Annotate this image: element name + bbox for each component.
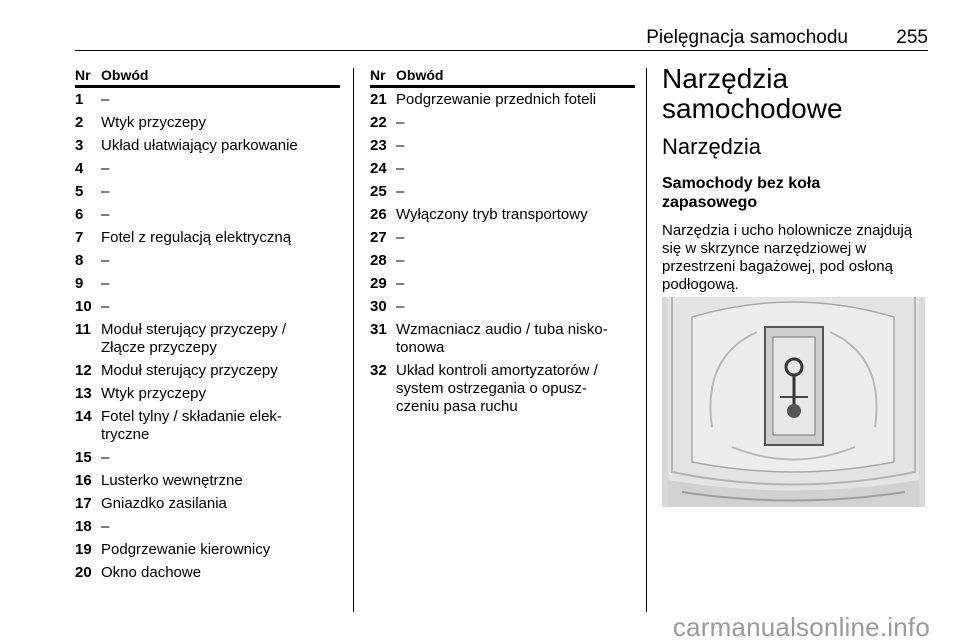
row-circuit-line: Moduł sterujący przyczepy / [101,321,287,338]
table-row [75,362,340,380]
row-circuit [396,91,635,109]
row-circuit-line: – [396,137,405,154]
table-row [75,183,340,201]
row-circuit-line: – [101,252,110,269]
table-row [370,298,635,316]
row-circuit [101,252,340,270]
table-row [370,321,635,357]
row-circuit [101,321,340,357]
column-divider-1 [353,68,354,612]
fuse-table-left [75,65,340,587]
row-number: 9 [75,275,84,292]
paragraph-line: się w skrzynce narzędziowej w [662,240,867,257]
row-number: 31 [370,321,387,338]
row-circuit [396,137,635,155]
row-circuit [101,385,340,403]
row-circuit-line: – [396,298,405,315]
row-circuit-line: Wtyk przyczepy [101,114,207,131]
table-row [370,275,635,293]
row-circuit [396,183,635,201]
row-number: 6 [75,206,84,223]
row-circuit-line: Układ ułatwiający parkowanie [101,137,298,154]
row-circuit-line: Podgrzewanie przednich foteli [396,91,597,108]
section-heading-line: Narzędzia [662,63,789,94]
row-circuit-line: – [101,518,110,535]
row-circuit-line: Podgrzewanie kierownicy [101,541,271,558]
column-divider-2 [646,68,647,612]
row-circuit [101,160,340,178]
table-row [75,564,340,582]
row-circuit-line: Wtyk przyczepy [101,385,207,402]
row-circuit [101,229,340,247]
row-circuit-line: – [101,206,110,223]
table-header [75,65,340,85]
fuse-table-middle [370,65,635,421]
row-circuit-line: – [396,183,405,200]
row-number: 8 [75,252,84,269]
row-circuit [396,114,635,132]
tool-box-illustration [662,297,925,507]
table-row [370,252,635,270]
table-row [75,518,340,536]
row-circuit-line: Gniazdko zasilania [101,495,227,512]
row-circuit-line: Fotel z regulacją elektryczną [101,229,292,246]
table-row [75,160,340,178]
table-rows [370,91,635,416]
row-circuit [101,362,340,380]
page-number: 255 [896,27,928,48]
column-header-circuit: Obwód [396,67,444,83]
row-circuit [101,472,340,490]
header-title: Pielęgnacja samochodu [646,27,848,48]
row-number: 18 [75,518,92,535]
row-number: 32 [370,362,387,379]
row-circuit-line: tryczne [101,426,150,443]
table-row [370,206,635,224]
row-circuit [101,408,340,444]
row-circuit-line: Lusterko wewnętrzne [101,472,243,489]
row-circuit-line: – [101,183,110,200]
row-number: 2 [75,114,84,131]
row-number: 30 [370,298,387,315]
row-number: 5 [75,183,84,200]
table-row [370,362,635,416]
table-row [75,541,340,559]
table-row [75,91,340,109]
row-number: 12 [75,362,92,379]
row-number: 17 [75,495,92,512]
row-circuit [396,206,635,224]
row-circuit [101,137,340,155]
row-circuit [101,518,340,536]
table-row [75,408,340,444]
row-circuit-line: – [101,298,110,315]
row-number: 3 [75,137,84,154]
row-circuit-line: Złącze przyczepy [101,339,217,356]
table-row [75,206,340,224]
row-circuit-line: – [396,275,405,292]
row-circuit-line: Okno dachowe [101,564,202,581]
table-header-rule [75,85,340,88]
row-circuit [396,298,635,316]
table-row [370,183,635,201]
column-header-nr: Nr [75,67,91,83]
row-circuit [396,275,635,293]
table-row [75,252,340,270]
header-rule [75,50,928,51]
row-circuit-line: Wyłączony tryb transportowy [396,206,588,223]
watermark: carmanualsonline.info [672,612,930,642]
row-circuit [101,541,340,559]
row-circuit-line: – [101,449,110,466]
table-row [370,229,635,247]
row-circuit [396,160,635,178]
table-row [75,321,340,357]
subsubsection-heading-line: Samochody bez koła [662,175,821,192]
row-number: 28 [370,252,387,269]
row-circuit [101,495,340,513]
table-row [75,472,340,490]
subsubsection-heading [662,174,932,212]
section-heading-line: samochodowe [662,93,843,124]
table-row [370,137,635,155]
row-number: 24 [370,160,387,177]
row-number: 14 [75,408,92,425]
row-circuit-line: – [396,114,405,131]
table-row [75,495,340,513]
row-number: 15 [75,449,92,466]
row-number: 7 [75,229,84,246]
row-circuit-line: – [396,229,405,246]
row-number: 19 [75,541,92,558]
table-row [370,91,635,109]
row-number: 26 [370,206,387,223]
row-circuit-line: – [101,160,110,177]
body-paragraph [662,222,932,294]
page-header [75,27,928,49]
table-row [370,160,635,178]
row-circuit [101,275,340,293]
row-number: 1 [75,91,84,108]
paragraph-line: Narzędzia i ucho holownicze znajdują [662,222,913,239]
row-circuit-line: czeniu pasa ruchu [396,398,518,415]
table-header-rule [370,85,635,88]
row-circuit [101,449,340,467]
table-row [75,385,340,403]
row-circuit-line: Wzmacniacz audio / tuba nisko- [396,321,608,338]
row-circuit-line: Układ kontroli amortyzatorów / [396,362,598,379]
row-number: 22 [370,114,387,131]
row-circuit-line: Moduł sterujący przyczepy [101,362,278,379]
section-heading [662,64,932,124]
paragraph-line: przestrzeni bagażowej, pod osłoną [662,258,893,275]
table-header [370,65,635,85]
row-number: 4 [75,160,84,177]
row-number: 16 [75,472,92,489]
row-circuit [101,91,340,109]
row-circuit [101,206,340,224]
row-circuit [101,114,340,132]
row-circuit-line: – [101,91,110,108]
paragraph-line: podłogową. [662,276,739,293]
table-row [75,449,340,467]
table-row [75,298,340,316]
row-circuit-line: – [396,252,405,269]
row-number: 25 [370,183,387,200]
row-number: 20 [75,564,92,581]
row-circuit-line: tonowa [396,339,445,356]
row-circuit [101,183,340,201]
column-header-circuit: Obwód [101,67,149,83]
tool-box-photo [662,297,925,507]
table-row [75,229,340,247]
column-header-nr: Nr [370,67,386,83]
row-circuit [101,564,340,582]
row-circuit [396,229,635,247]
row-circuit [101,298,340,316]
row-circuit-line: system ostrzegania o opusz- [396,380,587,397]
row-number: 23 [370,137,387,154]
table-row [75,114,340,132]
row-number: 10 [75,298,92,315]
row-circuit [396,321,635,357]
row-number: 13 [75,385,92,402]
row-number: 21 [370,91,387,108]
row-circuit [396,252,635,270]
table-row [370,114,635,132]
row-number: 27 [370,229,387,246]
table-row [75,275,340,293]
table-rows [75,91,340,582]
row-circuit-line: – [396,160,405,177]
subsection-heading: Narzędzia [662,134,762,159]
table-row [75,137,340,155]
row-circuit-line: – [101,275,110,292]
row-circuit-line: Fotel tylny / składanie elek- [101,408,282,425]
subsubsection-heading-line: zapasowego [662,194,758,211]
row-number: 11 [75,321,91,338]
tools-section [662,64,932,294]
row-number: 29 [370,275,387,292]
row-circuit [396,362,635,416]
